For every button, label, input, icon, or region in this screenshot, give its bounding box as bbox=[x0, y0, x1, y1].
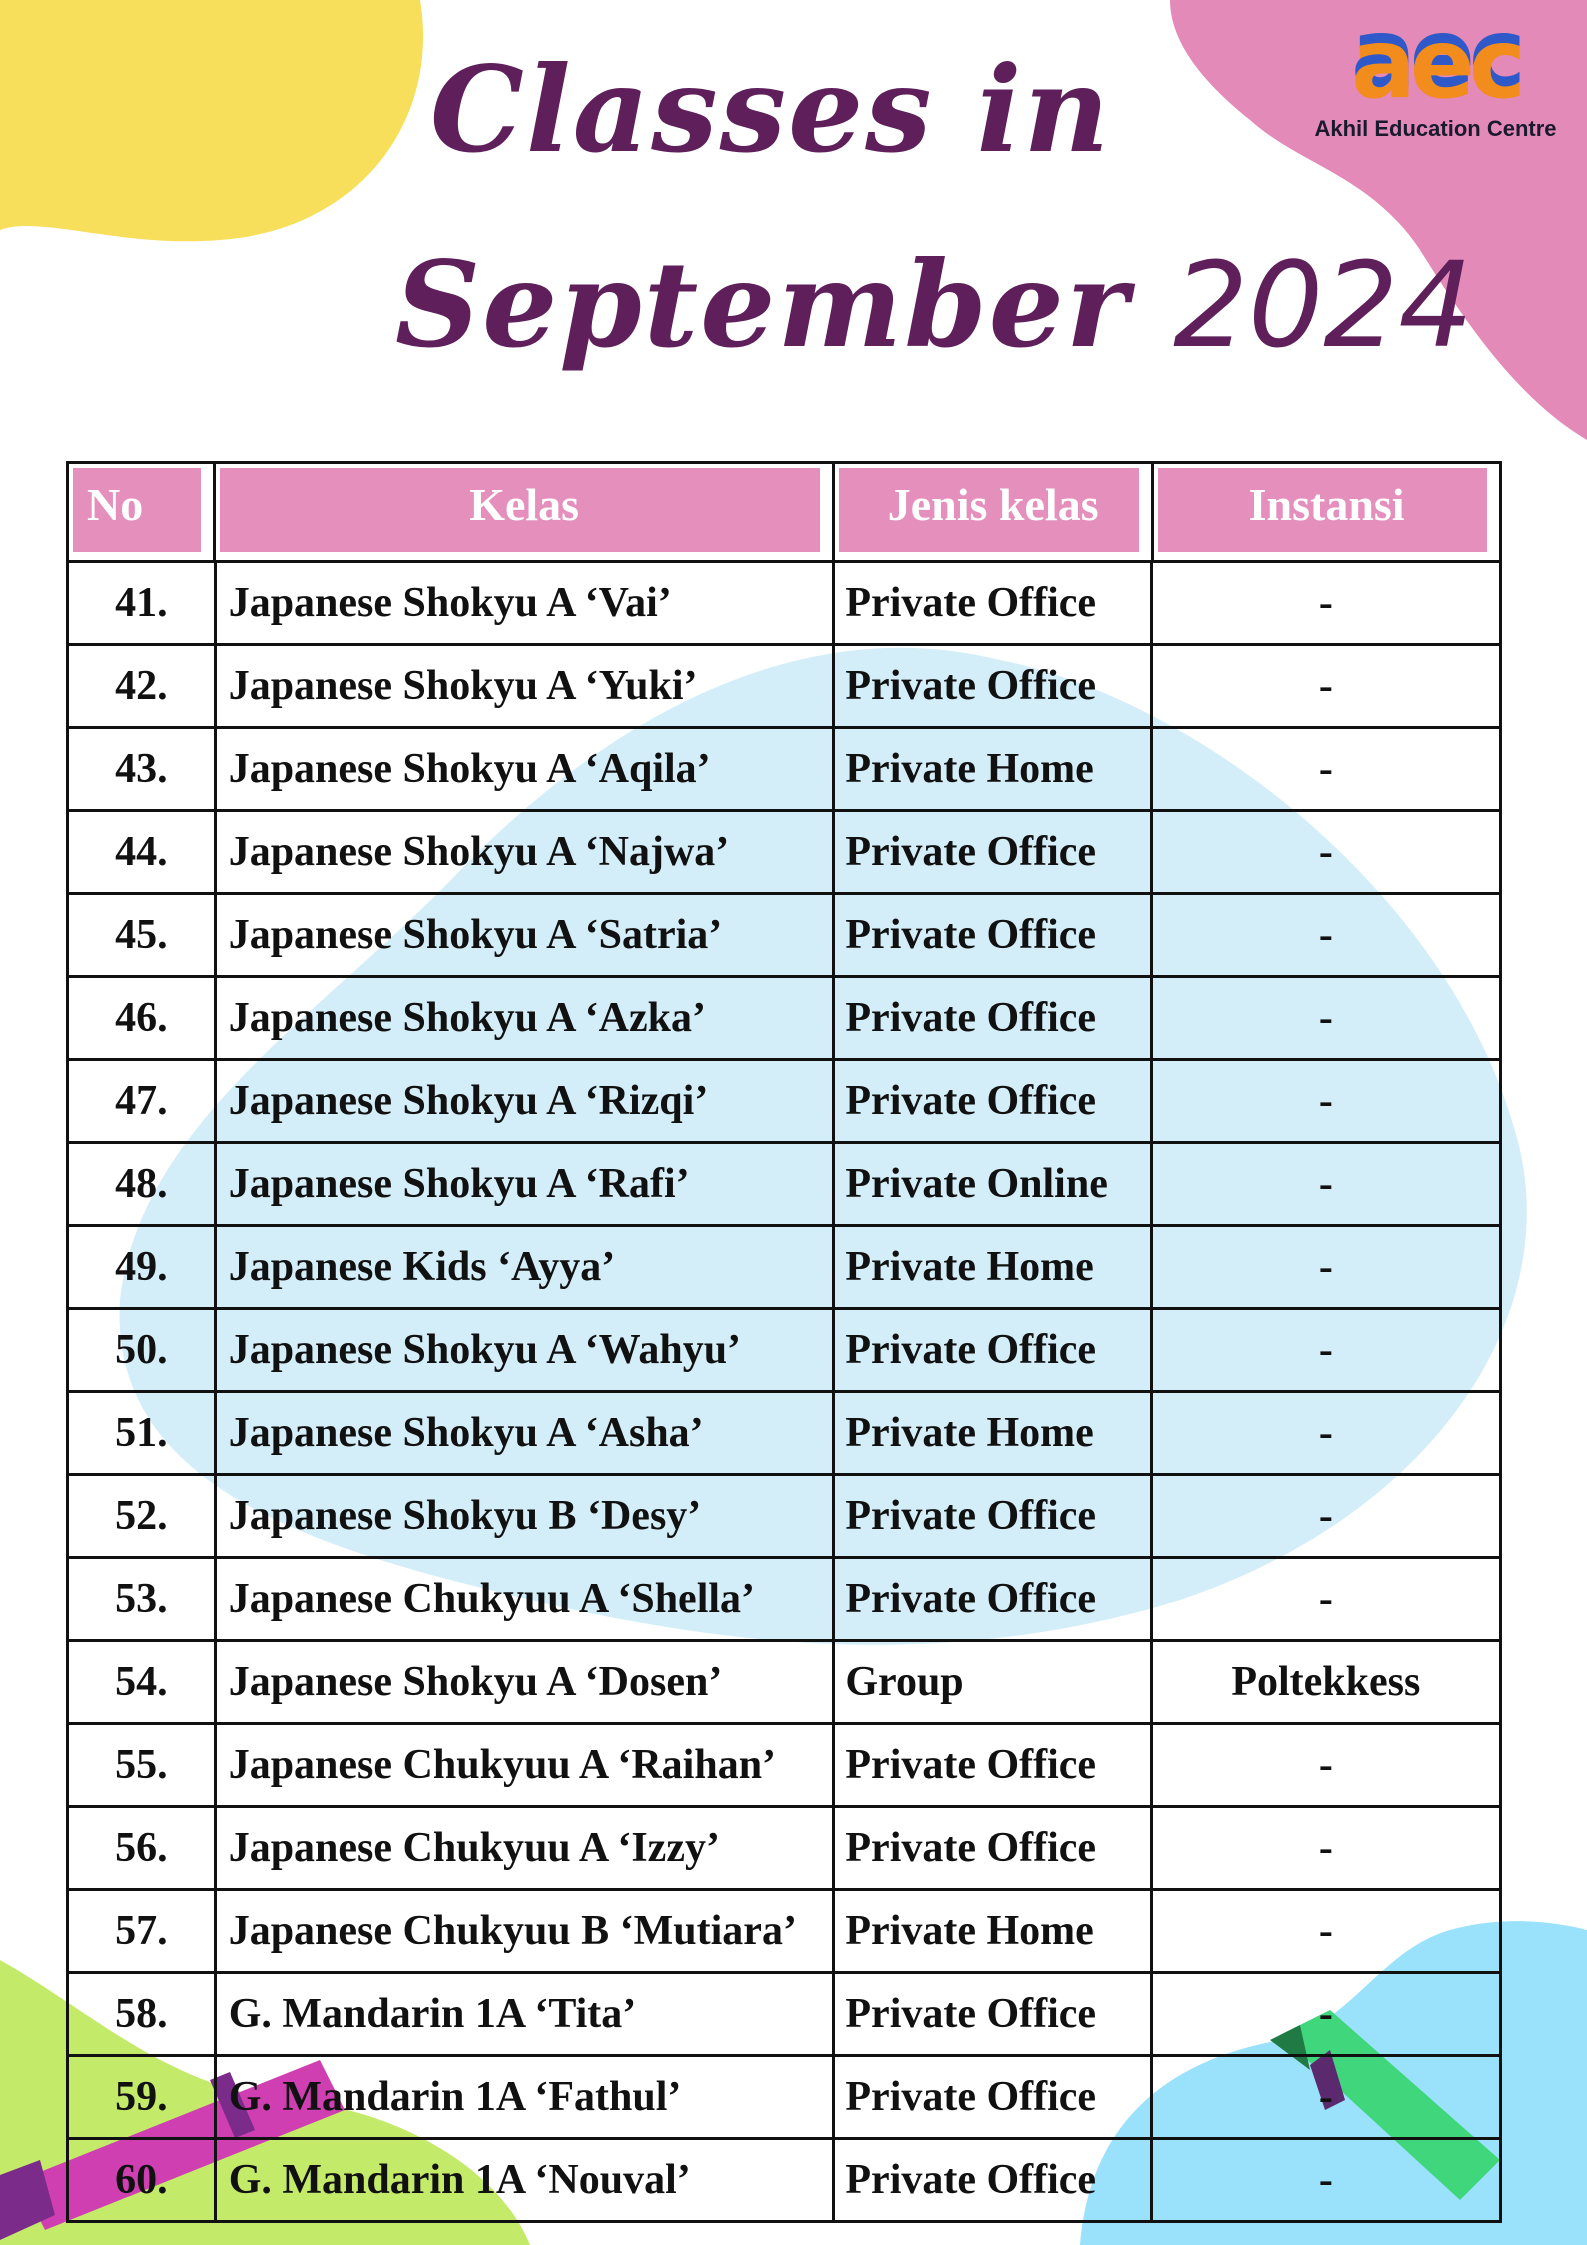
yellow-blob bbox=[0, 0, 423, 241]
row-jenis-kelas: Private Office bbox=[835, 978, 1152, 1058]
row-number: 45. bbox=[69, 895, 217, 975]
aec-logo-icon: aec bbox=[1351, 8, 1520, 120]
table-row bbox=[66, 1390, 1502, 1473]
row-number: 46. bbox=[69, 978, 217, 1058]
row-number: 59. bbox=[69, 2057, 217, 2137]
row-kelas: Japanese Chukyuu A ‘Raihan’ bbox=[217, 1725, 836, 1805]
row-number: 47. bbox=[69, 1061, 217, 1141]
row-instansi: - bbox=[1318, 1078, 1333, 1124]
row-kelas: G. Mandarin 1A ‘Fathul’ bbox=[217, 2057, 836, 2137]
row-number: 52. bbox=[69, 1476, 217, 1556]
row-instansi: - bbox=[1318, 1742, 1333, 1788]
table-header bbox=[66, 461, 1502, 560]
row-instansi: - bbox=[1318, 1825, 1333, 1871]
header-instansi: Instansi bbox=[1154, 464, 1499, 560]
row-jenis-kelas: Private Home bbox=[835, 729, 1152, 809]
row-instansi: - bbox=[1318, 746, 1333, 792]
row-number: 54. bbox=[69, 1642, 217, 1722]
row-instansi: - bbox=[1318, 1576, 1333, 1622]
table-row bbox=[66, 1473, 1502, 1556]
row-number: 58. bbox=[69, 1974, 217, 2054]
table-row bbox=[66, 643, 1502, 726]
table-row bbox=[66, 975, 1502, 1058]
row-instansi: - bbox=[1318, 663, 1333, 709]
header-jenis-kelas: Jenis kelas bbox=[835, 464, 1154, 560]
row-instansi: - bbox=[1318, 1327, 1333, 1373]
row-kelas: Japanese Shokyu A ‘Rizqi’ bbox=[217, 1061, 836, 1141]
table-row bbox=[66, 560, 1502, 643]
row-instansi: - bbox=[1318, 2074, 1333, 2120]
row-kelas: Japanese Shokyu A ‘Satria’ bbox=[217, 895, 836, 975]
row-number: 42. bbox=[69, 646, 217, 726]
row-instansi: - bbox=[1318, 580, 1333, 626]
row-number: 56. bbox=[69, 1808, 217, 1888]
row-instansi: - bbox=[1318, 1493, 1333, 1539]
row-number: 44. bbox=[69, 812, 217, 892]
row-instansi: - bbox=[1318, 2157, 1333, 2203]
row-kelas: Japanese Shokyu B ‘Desy’ bbox=[217, 1476, 836, 1556]
row-jenis-kelas: Private Office bbox=[835, 2140, 1152, 2220]
row-kelas: Japanese Chukyuu B ‘Mutiara’ bbox=[217, 1891, 836, 1971]
row-instansi: - bbox=[1318, 995, 1333, 1041]
row-kelas: Japanese Chukyuu A ‘Izzy’ bbox=[217, 1808, 836, 1888]
row-instansi: - bbox=[1318, 912, 1333, 958]
row-instansi: - bbox=[1318, 1410, 1333, 1456]
row-kelas: Japanese Shokyu A ‘Najwa’ bbox=[217, 812, 836, 892]
row-jenis-kelas: Private Home bbox=[835, 1227, 1152, 1307]
row-kelas: Japanese Shokyu A ‘Wahyu’ bbox=[217, 1310, 836, 1390]
row-jenis-kelas: Private Office bbox=[835, 2057, 1152, 2137]
table-row bbox=[66, 1307, 1502, 1390]
row-kelas: Japanese Shokyu A ‘Aqila’ bbox=[217, 729, 836, 809]
row-jenis-kelas: Private Office bbox=[835, 563, 1152, 643]
row-instansi: - bbox=[1318, 1908, 1333, 1954]
table-row bbox=[66, 726, 1502, 809]
row-number: 60. bbox=[69, 2140, 217, 2220]
row-kelas: Japanese Shokyu A ‘Vai’ bbox=[217, 563, 836, 643]
row-jenis-kelas: Private Online bbox=[835, 1144, 1152, 1224]
row-number: 48. bbox=[69, 1144, 217, 1224]
row-kelas: Japanese Shokyu A ‘Yuki’ bbox=[217, 646, 836, 726]
row-jenis-kelas: Private Office bbox=[835, 1061, 1152, 1141]
row-jenis-kelas: Private Office bbox=[835, 812, 1152, 892]
page-title-line2 bbox=[395, 235, 1473, 374]
row-kelas: Japanese Chukyuu A ‘Shella’ bbox=[217, 1559, 836, 1639]
table-row bbox=[66, 1722, 1502, 1805]
brand-logo bbox=[1298, 8, 1573, 142]
table-row bbox=[66, 2137, 1502, 2223]
row-kelas: Japanese Kids ‘Ayya’ bbox=[217, 1227, 836, 1307]
row-kelas: Japanese Shokyu A ‘Asha’ bbox=[217, 1393, 836, 1473]
table-row bbox=[66, 1058, 1502, 1141]
table-row bbox=[66, 1141, 1502, 1224]
row-jenis-kelas: Private Office bbox=[835, 1725, 1152, 1805]
page-title-line1: Classes in bbox=[430, 40, 1112, 179]
row-jenis-kelas: Private Office bbox=[835, 1310, 1152, 1390]
row-kelas: G. Mandarin 1A ‘Nouval’ bbox=[217, 2140, 836, 2220]
table-row bbox=[66, 1805, 1502, 1888]
row-instansi: - bbox=[1318, 1161, 1333, 1207]
table-row bbox=[66, 1224, 1502, 1307]
title-month: September bbox=[395, 235, 1130, 374]
row-jenis-kelas: Private Office bbox=[835, 1808, 1152, 1888]
table-row bbox=[66, 1639, 1502, 1722]
row-number: 51. bbox=[69, 1393, 217, 1473]
row-jenis-kelas: Private Office bbox=[835, 1559, 1152, 1639]
table-row bbox=[66, 1556, 1502, 1639]
row-jenis-kelas: Private Office bbox=[835, 1974, 1152, 2054]
row-kelas: G. Mandarin 1A ‘Tita’ bbox=[217, 1974, 836, 2054]
table-row bbox=[66, 892, 1502, 975]
classes-table bbox=[66, 461, 1502, 2223]
row-number: 53. bbox=[69, 1559, 217, 1639]
row-number: 55. bbox=[69, 1725, 217, 1805]
row-jenis-kelas: Private Office bbox=[835, 646, 1152, 726]
row-number: 41. bbox=[69, 563, 217, 643]
row-number: 57. bbox=[69, 1891, 217, 1971]
row-number: 50. bbox=[69, 1310, 217, 1390]
row-jenis-kelas: Private Home bbox=[835, 1891, 1152, 1971]
row-instansi: Poltekkess bbox=[1231, 1659, 1421, 1705]
table-body bbox=[66, 560, 1502, 2223]
row-instansi: - bbox=[1318, 829, 1333, 875]
title-year: 2024 bbox=[1173, 236, 1474, 374]
row-jenis-kelas: Group bbox=[835, 1642, 1152, 1722]
header-no: No bbox=[69, 464, 216, 560]
row-kelas: Japanese Shokyu A ‘Dosen’ bbox=[217, 1642, 836, 1722]
row-number: 43. bbox=[69, 729, 217, 809]
row-jenis-kelas: Private Office bbox=[835, 895, 1152, 975]
header-kelas: Kelas bbox=[216, 464, 835, 560]
row-jenis-kelas: Private Office bbox=[835, 1476, 1152, 1556]
table-row bbox=[66, 1888, 1502, 1971]
row-jenis-kelas: Private Home bbox=[835, 1393, 1152, 1473]
row-instansi: - bbox=[1318, 1991, 1333, 2037]
row-kelas: Japanese Shokyu A ‘Azka’ bbox=[217, 978, 836, 1058]
table-row bbox=[66, 2054, 1502, 2137]
table-row bbox=[66, 809, 1502, 892]
row-kelas: Japanese Shokyu A ‘Rafi’ bbox=[217, 1144, 836, 1224]
table-row bbox=[66, 1971, 1502, 2054]
brand-name: Akhil Education Centre bbox=[1314, 116, 1557, 141]
row-instansi: - bbox=[1318, 1244, 1333, 1290]
row-number: 49. bbox=[69, 1227, 217, 1307]
